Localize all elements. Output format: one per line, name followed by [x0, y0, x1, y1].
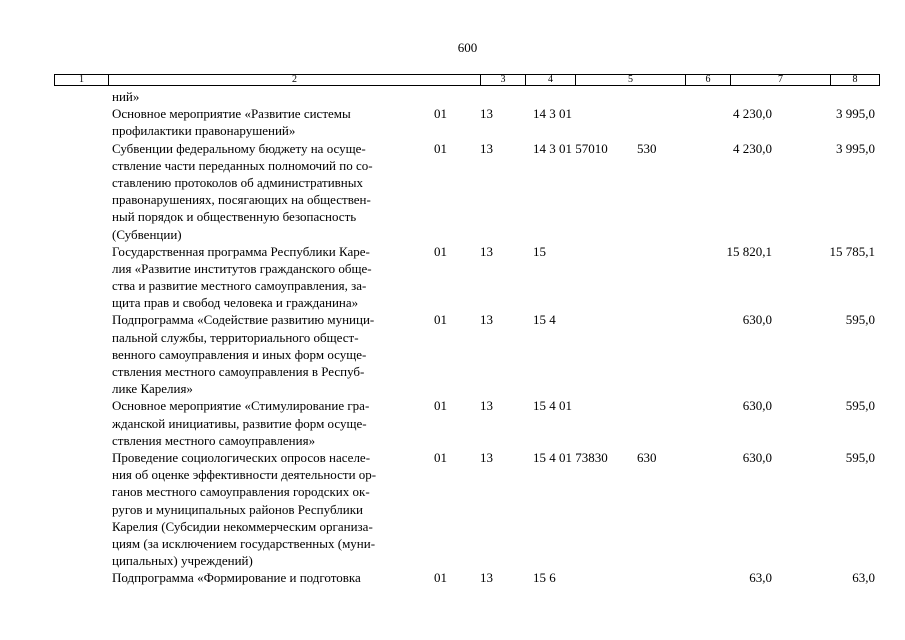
row-c8: 595,0 [845, 312, 875, 328]
row-name [112, 243, 412, 312]
row-c4: 13 [480, 570, 493, 586]
row-c5: 15 4 01 [533, 398, 572, 414]
row-c8: 3 995,0 [836, 140, 875, 156]
row-c3: 01 [434, 449, 447, 465]
table-header [54, 74, 880, 86]
row-c5: 14 3 01 [533, 106, 572, 122]
row-c3: 01 [434, 140, 447, 156]
row-name-line: щита прав и свобод человека и гражданина» [112, 295, 359, 311]
row-name-line: ства и развитие местного самоуправления, за- [112, 278, 367, 294]
header-col-5: 5 [575, 75, 685, 85]
row-c6: 630 [637, 449, 657, 465]
row-c4: 13 [480, 140, 493, 156]
row-c4: 13 [480, 449, 493, 465]
row-name-line: Основное мероприятие «Развитие системы [112, 106, 351, 122]
header-col-6: 6 [685, 75, 730, 85]
row-name [112, 449, 412, 569]
row-c8: 3 995,0 [836, 106, 875, 122]
row-name [112, 397, 412, 449]
row-c8: 595,0 [845, 398, 875, 414]
table-body [0, 88, 905, 586]
header-col-2: 2 [108, 75, 480, 85]
table-row [0, 88, 905, 105]
row-c7: 15 820,1 [726, 243, 772, 259]
row-c3: 01 [434, 312, 447, 328]
row-name-line: Подпрограмма «Формирование и подготовка [112, 570, 361, 586]
header-col-3: 3 [480, 75, 525, 85]
row-c4: 13 [480, 312, 493, 328]
row-c3: 01 [434, 570, 447, 586]
row-name-line: ния об оценке эффективности деятельности ор- [112, 467, 377, 483]
table-row [0, 140, 905, 243]
row-name-line: правонарушениях, посягающих на обществен- [112, 192, 371, 208]
row-name [112, 311, 412, 397]
row-c7: 63,0 [749, 570, 772, 586]
row-name-line: лике Карелия» [112, 381, 193, 397]
row-c8: 63,0 [852, 570, 875, 586]
row-name-line: Подпрограмма «Содействие развитию муници- [112, 312, 375, 328]
table-row [0, 311, 905, 397]
row-c4: 13 [480, 243, 493, 259]
row-c4: 13 [480, 106, 493, 122]
row-c5: 15 [533, 243, 546, 259]
row-name-line: Основное мероприятие «Стимулирование гра- [112, 398, 370, 414]
row-name [112, 140, 412, 243]
row-name-line: ганов местного самоуправления городских ок- [112, 484, 370, 500]
row-c5: 15 4 01 73830 [533, 449, 608, 465]
header-col-7: 7 [730, 75, 830, 85]
row-name-line: ствления местного самоуправления» [112, 432, 316, 448]
row-c5: 15 6 [533, 570, 556, 586]
header-col-1: 1 [79, 74, 84, 85]
table-row [0, 105, 905, 139]
row-c7: 630,0 [742, 449, 772, 465]
table-row [0, 449, 905, 569]
row-c6: 530 [637, 140, 657, 156]
row-c4: 13 [480, 398, 493, 414]
row-c3: 01 [434, 243, 447, 259]
row-name-line: профилактики правонарушений» [112, 123, 296, 139]
row-c7: 4 230,0 [733, 140, 772, 156]
table-row [0, 569, 905, 586]
row-name-line: венного самоуправления и иных форм осуще- [112, 346, 367, 362]
row-name-line: Проведение социологических опросов населе- [112, 449, 371, 465]
row-name-line: (Субвенции) [112, 226, 182, 242]
row-name-line: ствления местного самоуправления в Респуб- [112, 364, 365, 379]
row-name-line: ний» [112, 89, 140, 104]
row-name-line: ствление части переданных полномочий по со- [112, 157, 373, 173]
row-c3: 01 [434, 398, 447, 414]
row-name-line: пальной службы, территориального общест- [112, 329, 359, 345]
row-name-line: Государственная программа Республики Каре- [112, 243, 370, 259]
row-name-line: Карелия (Субсидии некоммерческим организа- [112, 518, 373, 534]
row-name-line: циям (за исключением государственных (муни- [112, 535, 376, 551]
row-c7: 630,0 [742, 398, 772, 414]
row-c5: 15 4 [533, 312, 556, 328]
header-col-8: 8 [830, 75, 879, 85]
row-c5: 14 3 01 57010 [533, 140, 608, 156]
table-row [0, 243, 905, 312]
row-c8: 595,0 [845, 449, 875, 465]
row-name-line: Субвенции федеральному бюджету на осуще- [112, 140, 366, 156]
row-name [112, 569, 412, 586]
row-name-line: ный порядок и общественную безопасность [112, 209, 357, 225]
row-name-line: ставлению протоколов об административных [112, 174, 363, 190]
row-c7: 630,0 [742, 312, 772, 328]
row-name-line: жданской инициативы, развитие форм осуще- [112, 415, 367, 431]
row-name [112, 88, 412, 105]
row-name-line: лия «Развитие институтов гражданского обще- [112, 260, 372, 276]
table-row [0, 397, 905, 449]
row-name [112, 105, 412, 139]
header-col-4: 4 [525, 75, 575, 85]
row-c8: 15 785,1 [829, 243, 875, 259]
row-c7: 4 230,0 [733, 106, 772, 122]
page-number: 600 [457, 40, 478, 55]
row-name-line: ципальных) учреждений) [112, 553, 253, 569]
row-name-line: ругов и муниципальных районов Республики [112, 501, 363, 517]
row-c3: 01 [434, 106, 447, 122]
